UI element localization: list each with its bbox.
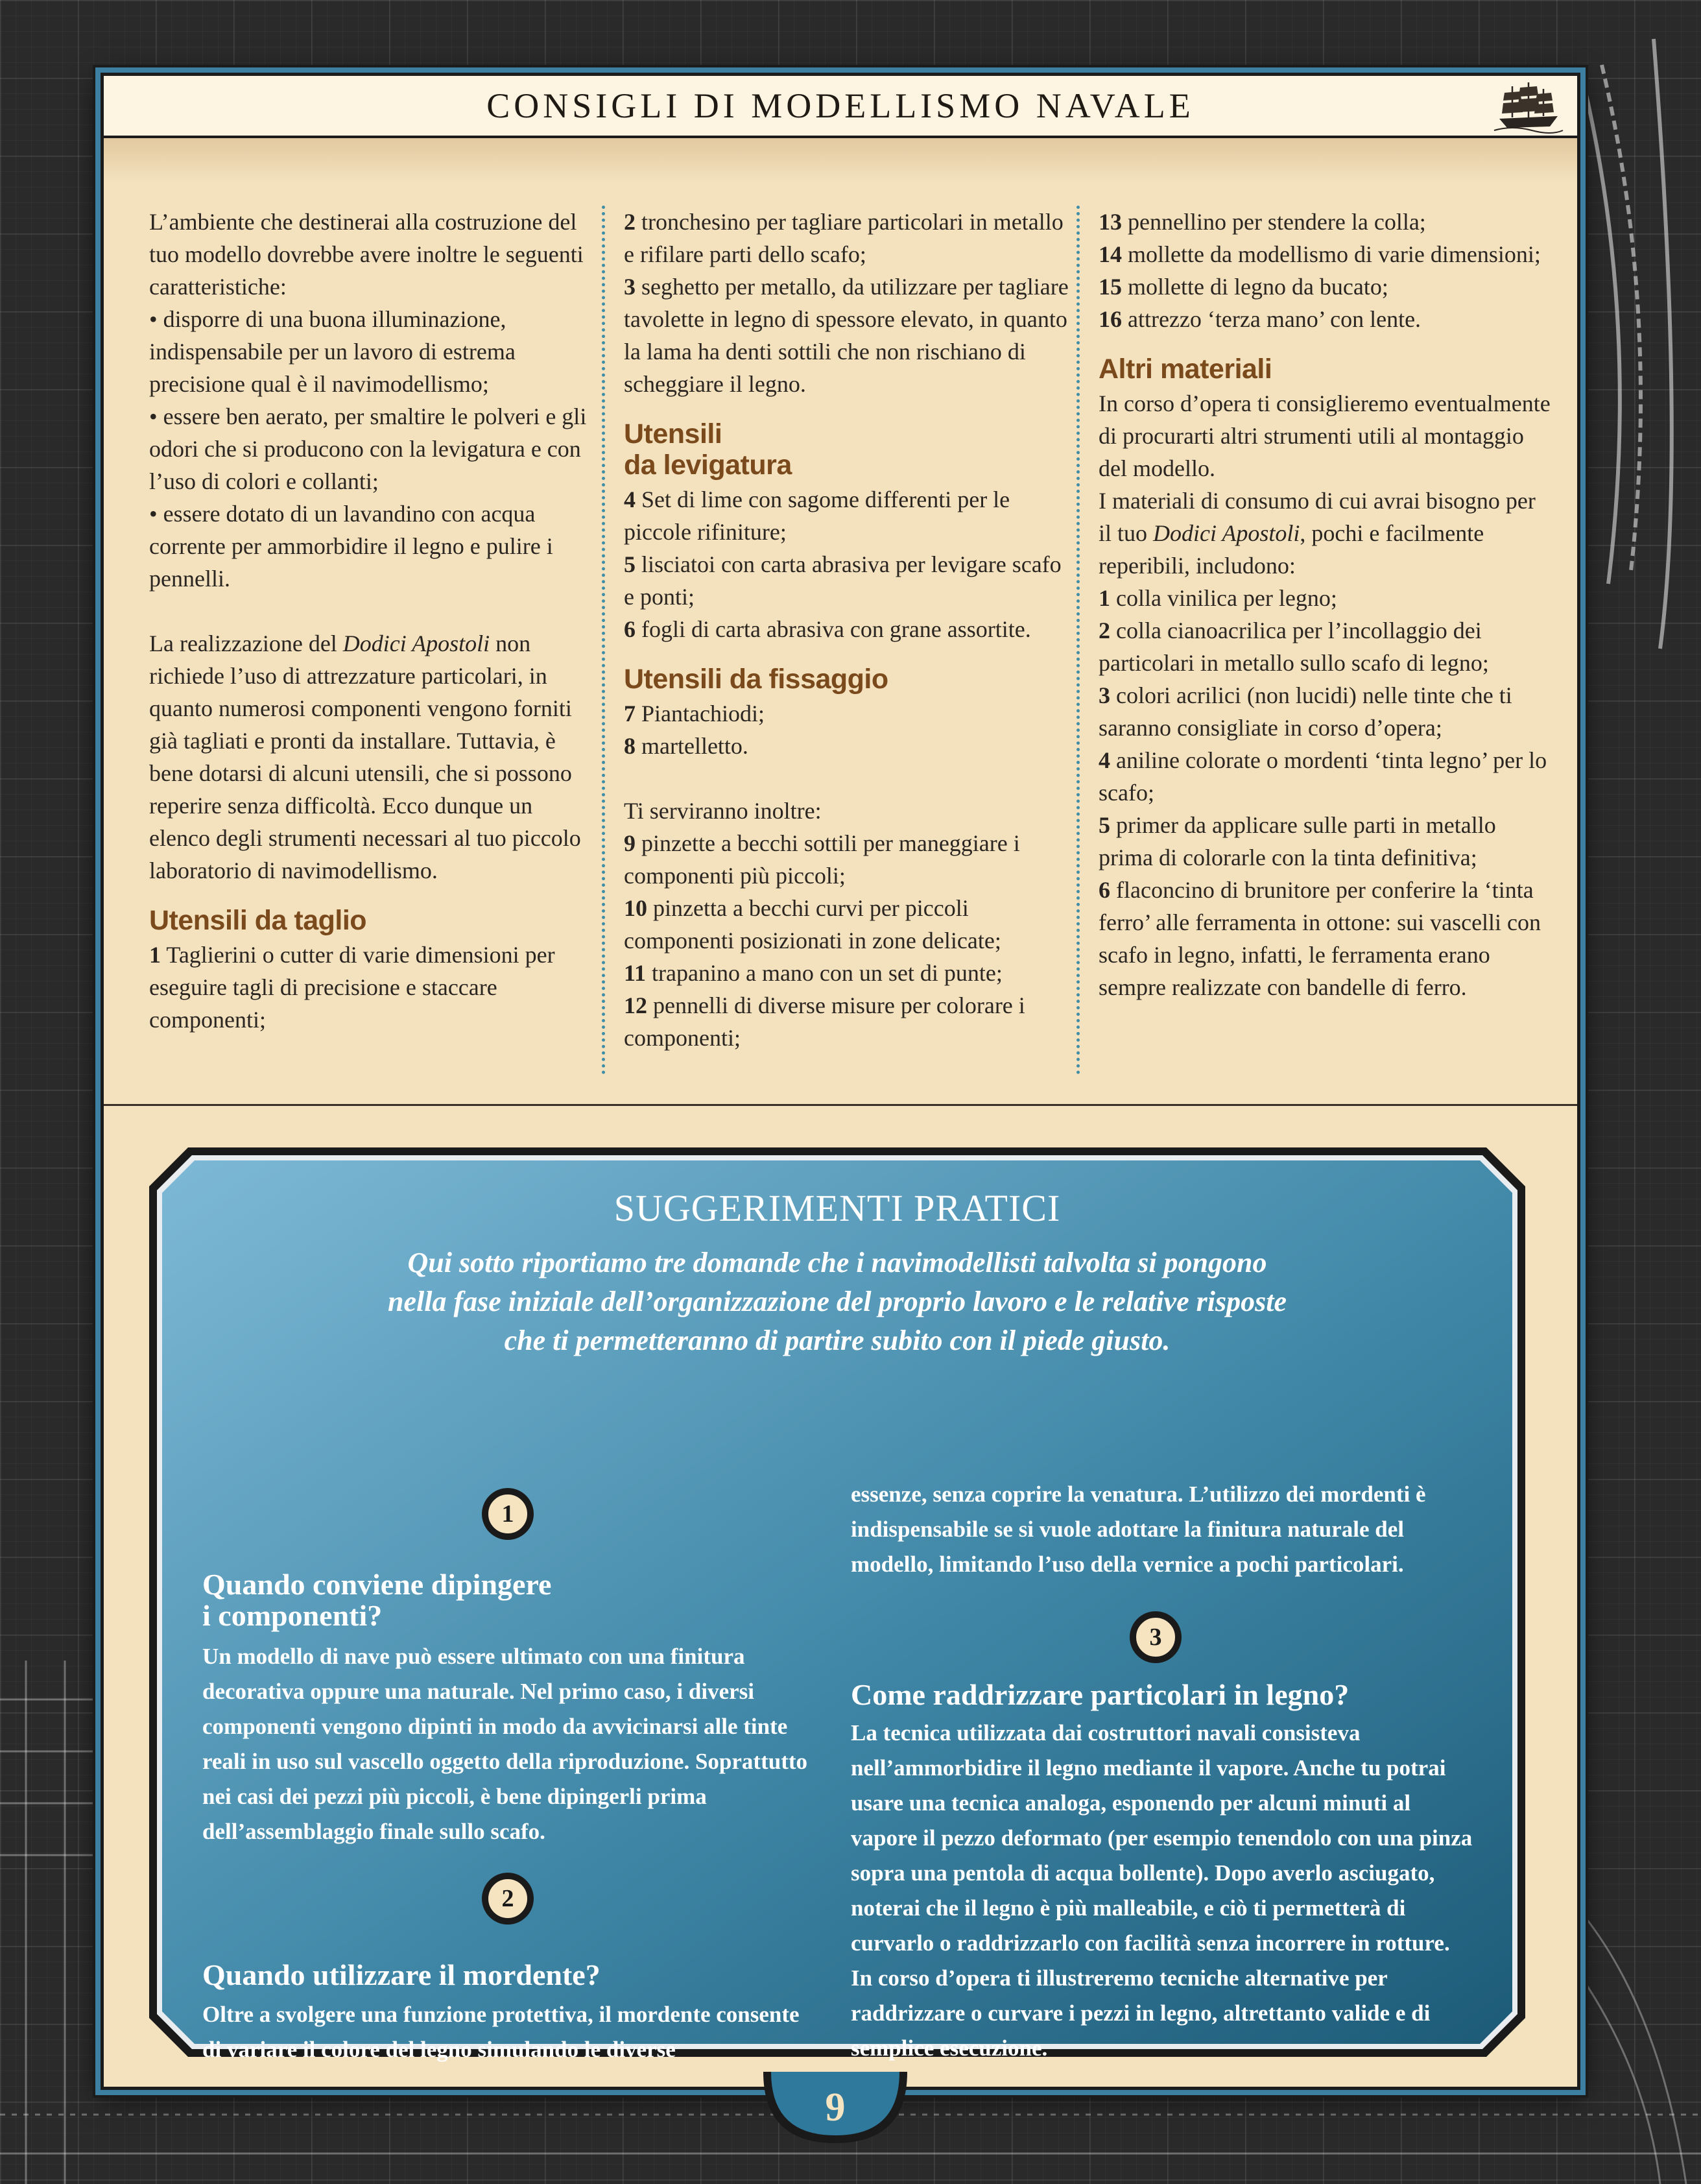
list-item: 4 Set di lime con sagome differenti per le piccole rifiniture; [624, 486, 1010, 545]
tip-answer: La tecnica utilizzata dai costruttori navali consisteva nell’ammorbidire il legno mediante il vapore. Anche tu potrai usare una tecnica analoga, esponendo per alcuni minuti al vapore il pezzo deformato (per esempio tenendolo con una pinza sopra una pentola di acqua bollente). Dopo averlo asciugato, noterai che il legno è più malleabile, e ciò ti permetterà di curvarlo o raddrizzarlo con facilità senza incorrere in rotture. In corso d’opera ti illustreremo tecniche alternative per raddrizzare o curvare i pezzi in legno, altrettanto valide e di semplice esecuzione. [851, 1720, 1473, 2061]
tips-title: SUGGERIMENTI PRATICI [613, 1187, 1061, 1229]
tips-intro: Qui sotto riportiamo tre domande che i navimodellisti talvolta si pongono nella fase iniziale dell’organizzazione del proprio lavoro e le relative risposte che ti permetteranno di partire subito con il piede giusto. [388, 1247, 1287, 1356]
section-divider [104, 1104, 1577, 1106]
list-item: 2 tronchesino per tagliare particolari in metallo e rifilare parti dello scafo; [624, 209, 1064, 267]
list-item: 3 seghetto per metallo, da utilizzare per tagliare tavolette in legno di spessore elevato, in quanto la lama ha denti sottili che non rischiano di scheggiare il legno. [624, 274, 1069, 397]
list-item: 10 pinzetta a becchi curvi per piccoli componenti posizionati in zone delicate; [624, 895, 1001, 954]
list-item: • essere dotato di un lavandino con acqua corrente per ammorbidire il legno e pulire i pennelli. [149, 501, 553, 592]
list-item: 2 colla cianoacrilica per l’incollaggio dei particolari in metallo sullo scafo di legno; [1099, 618, 1489, 676]
column-divider [1077, 206, 1080, 1075]
column-divider [602, 206, 605, 1075]
paragraph: I materiali di consumo di cui avrai bisogno per il tuo Dodici Apostoli, pochi e facilmente reperibili, includono: [1099, 488, 1536, 579]
list-item: 1 Taglierini o cutter di varie dimensioni per eseguire tagli di precisione e staccare componenti; [149, 942, 555, 1033]
list-item: 11 trapanino a mano con un set di punte; [624, 960, 1003, 986]
page-title: CONSIGLI DI MODELLISMO NAVALE [486, 86, 1195, 125]
section-heading-fissaggio: Utensili da fissaggio [624, 664, 888, 695]
list-item: • disporre di una buona illuminazione, indispensabile per un lavoro di estrema precisione qual è il navimodellismo; [149, 306, 516, 397]
tips-panel [149, 1147, 1525, 2062]
tip-number-badge: 3 [1130, 1611, 1182, 1663]
list-item: 7 Piantachiodi; [624, 701, 765, 726]
paragraph: In corso d’opera ti consiglieremo eventualmente di procurarti altri strumenti utili al montaggio del modello. [1099, 390, 1551, 481]
tip-number-badge: 1 [482, 1488, 534, 1540]
column-2 [624, 206, 1071, 1054]
model-name: Dodici Apostoli [1153, 520, 1300, 546]
page-number-tab [763, 2072, 907, 2163]
paragraph: La realizzazione del Dodici Apostoli non richiede l’uso di attrezzature particolari, in quanto numerosi componenti vengono forniti già tagliati e pronti da installare. Tuttavia, è bene dotarsi di alcuni utensili, che si possono reperire senza difficoltà. Ecco dunque un elenco degli strumenti necessari al tuo piccolo laboratorio di navimodellismo. [149, 630, 581, 883]
list-item: 5 lisciatoi con carta abrasiva per levigare scafo e ponti; [624, 551, 1062, 610]
ship-icon [1493, 78, 1564, 134]
model-name: Dodici Apostoli [342, 630, 490, 656]
list-item: 13 pennellino per stendere la colla; [1099, 209, 1426, 235]
list-item: 15 mollette di legno da bucato; [1099, 274, 1388, 300]
tip-question: Quando conviene dipingere i componenti? [202, 1568, 552, 1632]
section-heading-altri-materiali: Altri materiali [1099, 354, 1272, 385]
paragraph: Ti serviranno inoltre: [624, 798, 822, 824]
list-item: 6 flaconcino di brunitore per conferire la ‘tinta ferro’ alle ferramenta in ottone: sui vascelli con scafo in legno, infatti, le ferramenta erano sempre realizzate con bandelle di ferro. [1099, 877, 1541, 1000]
column-3 [1099, 206, 1552, 1003]
list-item: 6 fogli di carta abrasiva con grane assortite. [624, 616, 1031, 642]
tip-question: Come raddrizzare particolari in legno? [851, 1678, 1350, 1711]
list-item: 9 pinzette a becchi sottili per maneggiare i componenti più piccoli; [624, 830, 1020, 889]
magazine-page [101, 73, 1580, 2090]
tip-answer: Un modello di nave può essere ultimato con una finitura decorativa oppure una naturale. Nel primo caso, i diversi componenti vengono dipinti in modo da avvicinarsi alle tinte reali in uso sul vascello oggetto della riproduzione. Soprattutto nei casi dei pezzi più piccoli, è bene dipingerli prima dell’assemblaggio finale sullo scafo. [202, 1644, 808, 1844]
list-item: • essere ben aerato, per smaltire le polveri e gli odori che si producono con la levigatura e con l’uso di colori e collanti; [149, 403, 587, 494]
header-shadow [104, 138, 1577, 184]
list-item: 3 colori acrilici (non lucidi) nelle tinte che ti saranno consigliate in corso d’opera; [1099, 682, 1512, 741]
list-item: 14 mollette da modellismo di varie dimensioni; [1099, 241, 1541, 267]
list-item: 4 aniline colorate o mordenti ‘tinta legno’ per lo scafo; [1099, 747, 1547, 806]
tip-question: Quando utilizzare il mordente? [202, 1958, 601, 1991]
tip-answer-continued: essenze, senza coprire la venatura. L’utilizzo dei mordenti è indispensabile se si vuole adottare la finitura naturale del modello, limitando l’uso della vernice a pochi particolari. [851, 1482, 1426, 1577]
page-header [104, 76, 1577, 138]
list-item: 12 pennelli di diverse misure per colorare i componenti; [624, 992, 1025, 1051]
list-item: 5 primer da applicare sulle parti in metallo prima di colorarle con la tinta definitiva; [1099, 812, 1496, 870]
list-item: 16 attrezzo ‘terza mano’ con lente. [1099, 306, 1421, 332]
intro-paragraph: L’ambiente che destinerai alla costruzione del tuo modello dovrebbe avere inoltre le seguenti caratteristiche: [149, 209, 584, 300]
tip-number-badge: 2 [482, 1873, 534, 1925]
list-item: 1 colla vinilica per legno; [1099, 585, 1337, 611]
section-heading-levigatura: Utensili da levigatura [624, 418, 792, 481]
column-1 [149, 206, 597, 1036]
page-number: 9 [825, 2085, 846, 2130]
section-heading-taglio: Utensili da taglio [149, 905, 367, 936]
list-item: 8 martelletto. [624, 733, 748, 759]
tip-answer: Oltre a svolgere una funzione protettiva, il mordente consente di variare il colore del legno simulando le diverse [202, 2002, 800, 2062]
